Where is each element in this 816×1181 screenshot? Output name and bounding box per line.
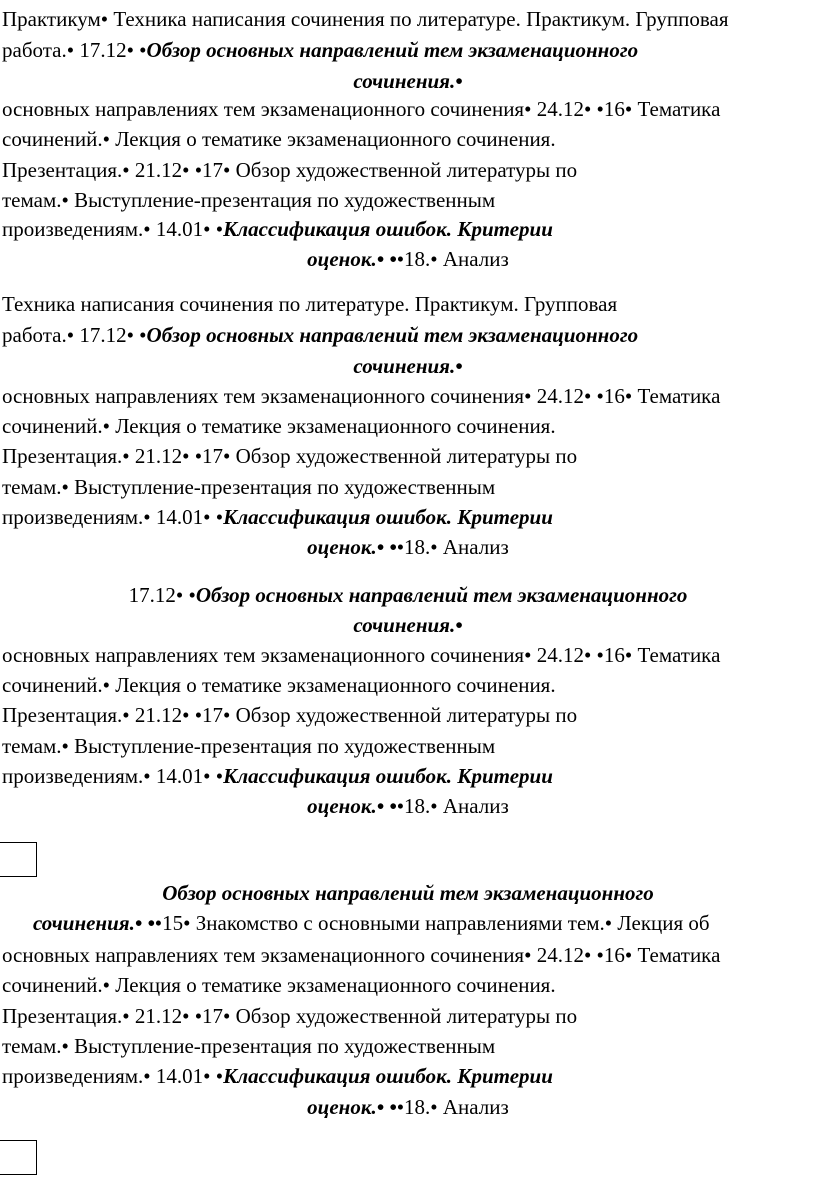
text-line — [2, 124, 556, 154]
heading-span: сочинения.• — [353, 354, 463, 378]
text-line — [0, 878, 816, 908]
text-line — [2, 502, 553, 532]
heading-span: сочинения.• • — [33, 911, 155, 935]
text-span: темам.• Выступление-презентация по художественным — [2, 1034, 496, 1058]
text-line — [2, 4, 729, 34]
checkbox-box[interactable] — [0, 842, 37, 877]
text-span: сочинений.• Лекция о тематике экзаменационного сочинения. — [2, 414, 556, 438]
text-span: темам.• Выступление-презентация по художественным — [2, 188, 496, 212]
text-line — [2, 185, 495, 215]
text-line — [2, 214, 553, 244]
text-line — [0, 66, 816, 96]
text-line — [2, 94, 720, 124]
text-span: Презентация.• 21.12• •17• Обзор художественной литературы по — [2, 444, 578, 468]
text-span: произведениям.• 14.01• • — [2, 217, 224, 241]
checkbox-box[interactable] — [0, 1140, 37, 1175]
text-line — [2, 35, 638, 65]
text-line — [0, 532, 816, 562]
text-span: •18.• Анализ — [396, 794, 509, 818]
heading-span: Классификация ошибок. Критерии — [223, 764, 553, 788]
text-span: •18.• Анализ — [396, 1095, 509, 1119]
heading-span: оценок.• • — [307, 247, 397, 271]
text-span: Презентация.• 21.12• •17• Обзор художественной литературы по — [2, 703, 578, 727]
text-line — [2, 970, 556, 1000]
text-span: Презентация.• 21.12• •17• Обзор художественной литературы по — [2, 158, 578, 182]
text-span: темам.• Выступление-презентация по художественным — [2, 734, 496, 758]
text-line — [2, 1031, 495, 1061]
heading-span: Классификация ошибок. Критерии — [223, 1064, 553, 1088]
heading-span: сочинения.• — [353, 69, 463, 93]
heading-span: Классификация ошибок. Критерии — [223, 505, 553, 529]
text-line — [2, 700, 577, 730]
text-span: основных направлениях тем экзаменационного сочинения• 24.12• •16• Тематика — [2, 384, 721, 408]
text-line — [2, 381, 720, 411]
text-line — [0, 1092, 816, 1122]
text-line — [0, 791, 816, 821]
heading-span: Обзор основных направлений тем экзаменационного — [195, 583, 688, 607]
heading-span: оценок.• • — [307, 794, 397, 818]
text-span: основных направлениях тем экзаменационного сочинения• 24.12• •16• Тематика — [2, 643, 721, 667]
heading-span: оценок.• • — [307, 1095, 397, 1119]
text-span: 17.12• • — [128, 583, 196, 607]
text-line — [2, 640, 720, 670]
text-line — [2, 411, 556, 441]
text-span: сочинений.• Лекция о тематике экзаменационного сочинения. — [2, 673, 556, 697]
text-line — [0, 351, 816, 381]
text-line — [0, 610, 816, 640]
text-line — [2, 940, 720, 970]
text-line — [2, 472, 495, 502]
text-line — [2, 320, 638, 350]
text-line — [2, 155, 577, 185]
heading-span: Классификация ошибок. Критерии — [223, 217, 553, 241]
text-span: основных направлениях тем экзаменационного сочинения• 24.12• •16• Тематика — [2, 97, 721, 121]
text-line — [2, 670, 556, 700]
heading-span: Обзор основных направлений тем экзаменационного — [162, 881, 654, 905]
text-span: Техника написания сочинения по литературе. Практикум. Групповая — [2, 292, 618, 316]
text-line — [2, 1001, 577, 1031]
heading-span: Обзор основных направлений тем экзаменационного — [146, 38, 639, 62]
text-span: Практикум• Техника написания сочинения по литературе. Практикум. Групповая — [2, 7, 729, 31]
text-span: •18.• Анализ — [396, 535, 509, 559]
text-span: работа.• 17.12• • — [2, 323, 147, 347]
text-span: произведениям.• 14.01• • — [2, 1064, 224, 1088]
text-line — [0, 244, 816, 274]
heading-span: Обзор основных направлений тем экзаменационного — [146, 323, 639, 347]
text-line — [2, 1061, 553, 1091]
text-span: работа.• 17.12• • — [2, 38, 147, 62]
text-line — [0, 580, 816, 610]
heading-span: оценок.• • — [307, 535, 397, 559]
text-span: основных направлениях тем экзаменационного сочинения• 24.12• •16• Тематика — [2, 943, 721, 967]
text-line — [2, 289, 617, 319]
text-span: произведениям.• 14.01• • — [2, 764, 224, 788]
text-span: •15• Знакомство с основными направлениями тем.• Лекция об — [154, 911, 710, 935]
text-line — [2, 761, 553, 791]
heading-span: сочинения.• — [353, 613, 463, 637]
text-line — [2, 441, 577, 471]
text-span: темам.• Выступление-презентация по художественным — [2, 475, 496, 499]
text-span: сочинений.• Лекция о тематике экзаменационного сочинения. — [2, 973, 556, 997]
text-line — [33, 908, 710, 938]
text-span: произведениям.• 14.01• • — [2, 505, 224, 529]
text-span: Презентация.• 21.12• •17• Обзор художественной литературы по — [2, 1004, 578, 1028]
text-line — [2, 731, 495, 761]
text-span: •18.• Анализ — [396, 247, 509, 271]
text-span: сочинений.• Лекция о тематике экзаменационного сочинения. — [2, 127, 556, 151]
